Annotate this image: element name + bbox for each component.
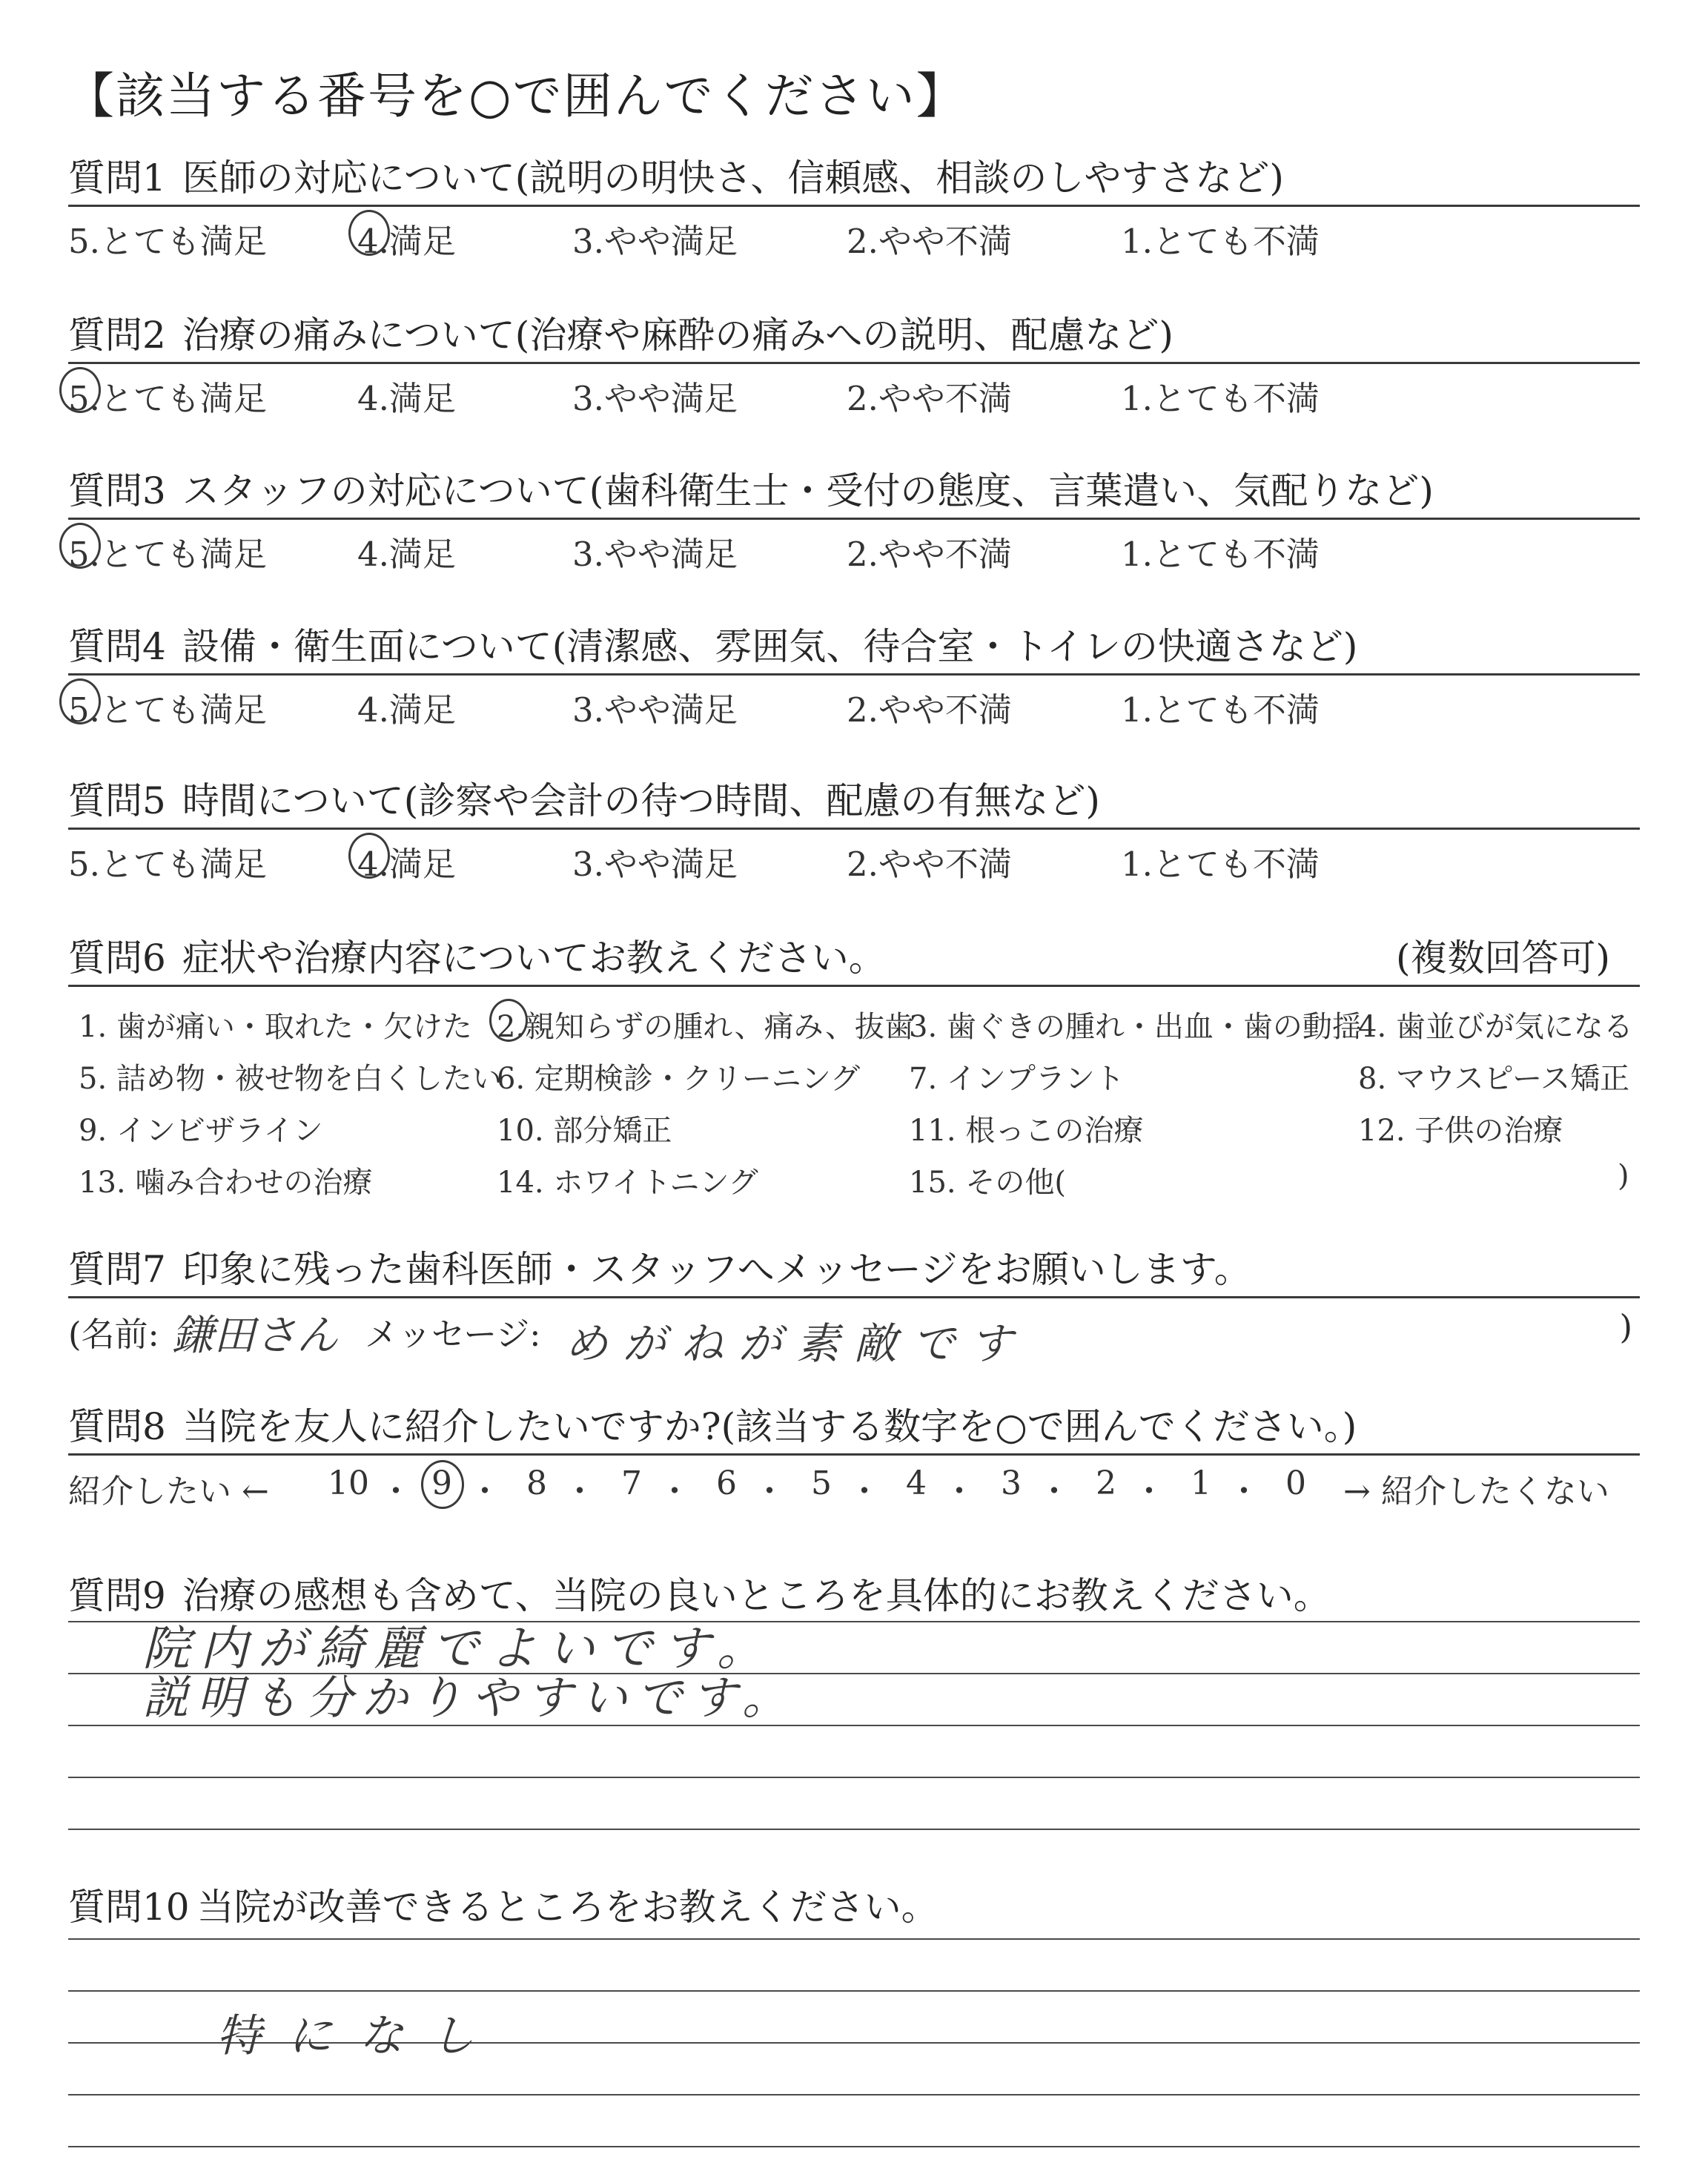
rating-options bbox=[68, 207, 1640, 259]
multi-answer-note: (複数回答可) bbox=[1395, 937, 1610, 980]
symptom-option-15[interactable]: 15. その他( bbox=[909, 1166, 1066, 1200]
symptom-option-14[interactable]: 14. ホワイトニング bbox=[497, 1166, 758, 1200]
symptom-option-4[interactable]: 4. 歯並びが気になる bbox=[1358, 1010, 1633, 1044]
symptom-option-13[interactable]: 13. 噛み合わせの治療 bbox=[79, 1166, 373, 1200]
rating-option-2[interactable]: 2.やや不満 bbox=[847, 222, 1012, 261]
symptom-option-2[interactable]: 2.親知らずの腫れ、痛み、抜歯 bbox=[497, 1010, 914, 1044]
scale-value-1[interactable]: 1 bbox=[1191, 1464, 1211, 1502]
symptom-option-1[interactable]: 1. 歯が痛い・取れた・欠けた bbox=[79, 1010, 472, 1044]
question-title bbox=[68, 1883, 1640, 1931]
scale-separator: ・ bbox=[1038, 1473, 1070, 1510]
question-number: 質問1 bbox=[68, 156, 166, 199]
question-9 bbox=[68, 1572, 1640, 1886]
rating-option-2[interactable]: 2.やや不満 bbox=[847, 845, 1012, 884]
symptom-option-12[interactable]: 12. 子供の治療 bbox=[1358, 1114, 1563, 1148]
question-number: 質問6 bbox=[68, 937, 166, 980]
scale-value-8[interactable]: 8 bbox=[526, 1464, 547, 1502]
rating-options bbox=[68, 364, 1640, 416]
scale-value-10[interactable]: 10 bbox=[328, 1464, 369, 1502]
rating-option-2[interactable]: 2.やや不満 bbox=[847, 535, 1012, 574]
rating-option-4[interactable]: 4.満足 bbox=[357, 690, 456, 730]
question-4 bbox=[68, 623, 1640, 730]
rating-option-1[interactable]: 1.とても不満 bbox=[1121, 222, 1320, 261]
scale-separator: ・ bbox=[1133, 1473, 1165, 1510]
message-row bbox=[68, 1298, 1640, 1369]
question-number: 質問9 bbox=[68, 1574, 166, 1617]
symptom-option-8[interactable]: 8. マウスピース矯正 bbox=[1358, 1062, 1630, 1096]
question-6 bbox=[68, 934, 1640, 1202]
answer-handwritten-2: 説明も分かりやすいです。 bbox=[142, 1671, 798, 1725]
question-number: 質問4 bbox=[68, 625, 166, 668]
question-title bbox=[68, 623, 1640, 670]
rating-options bbox=[68, 676, 1640, 730]
question-title bbox=[68, 934, 1640, 982]
answer-handwritten-1: 院内が綺麗でよいです。 bbox=[142, 1622, 775, 1677]
question-7 bbox=[68, 1246, 1640, 1369]
rating-option-5[interactable]: 5.とても満足 bbox=[68, 690, 267, 730]
close-paren: ) bbox=[1619, 1307, 1632, 1347]
answer-lines bbox=[68, 1931, 1640, 2153]
scale-value-5[interactable]: 5 bbox=[811, 1464, 832, 1502]
rating-option-4[interactable]: 4.満足 bbox=[357, 535, 456, 574]
rating-option-3[interactable]: 3.やや満足 bbox=[572, 690, 738, 730]
writing-line bbox=[68, 1990, 1640, 1992]
writing-line bbox=[68, 1938, 1640, 1940]
rating-option-2[interactable]: 2.やや不満 bbox=[847, 379, 1012, 418]
question-text: 印象に残った歯科医師・スタッフへメッセージをお願いします。 bbox=[182, 1248, 1251, 1291]
scale-separator: ・ bbox=[469, 1473, 501, 1510]
rating-option-1[interactable]: 1.とても不満 bbox=[1121, 535, 1320, 574]
question-number: 質問8 bbox=[68, 1405, 166, 1448]
question-title bbox=[68, 1246, 1640, 1293]
answer-lines bbox=[68, 1619, 1640, 1886]
question-title bbox=[68, 777, 1640, 825]
rating-options bbox=[68, 520, 1640, 572]
question-text: 医師の対応について(説明の明快さ、信頼感、相談のしやすさなど) bbox=[182, 156, 1284, 199]
scale-left-label: 紹介したい ← bbox=[68, 1473, 269, 1510]
rating-option-3[interactable]: 3.やや満足 bbox=[572, 845, 738, 884]
rating-option-3[interactable]: 3.やや満足 bbox=[572, 222, 738, 261]
question-2 bbox=[68, 311, 1640, 416]
scale-value-2[interactable]: 2 bbox=[1096, 1464, 1116, 1502]
symptom-option-11[interactable]: 11. 根っこの治療 bbox=[909, 1114, 1144, 1148]
symptom-option-3[interactable]: 3. 歯ぐきの腫れ・出血・歯の動揺 bbox=[909, 1010, 1362, 1044]
question-10 bbox=[68, 1883, 1640, 2153]
rating-option-3[interactable]: 3.やや満足 bbox=[572, 535, 738, 574]
message-handwritten: めがねが素敵です bbox=[565, 1318, 1028, 1369]
rating-option-4[interactable]: 4.満足 bbox=[357, 222, 456, 261]
rating-option-5[interactable]: 5.とても満足 bbox=[68, 222, 267, 261]
referral-scale bbox=[68, 1456, 1640, 1510]
scale-separator: ・ bbox=[753, 1473, 786, 1510]
symptom-option-10[interactable]: 10. 部分矯正 bbox=[497, 1114, 672, 1148]
rating-option-3[interactable]: 3.やや満足 bbox=[572, 379, 738, 418]
scale-value-9[interactable]: 9 bbox=[431, 1464, 452, 1502]
scale-value-4[interactable]: 4 bbox=[906, 1464, 927, 1502]
scale-separator: ・ bbox=[380, 1473, 412, 1510]
symptom-option-9[interactable]: 9. インビザライン bbox=[79, 1114, 323, 1148]
symptom-options bbox=[68, 987, 1640, 1202]
writing-line bbox=[68, 1777, 1640, 1778]
scale-separator: ・ bbox=[1228, 1473, 1260, 1510]
scale-separator: ・ bbox=[943, 1473, 976, 1510]
rating-option-2[interactable]: 2.やや不満 bbox=[847, 690, 1012, 730]
name-label: (名前: bbox=[68, 1315, 159, 1354]
question-1 bbox=[68, 154, 1640, 259]
rating-option-1[interactable]: 1.とても不満 bbox=[1121, 690, 1320, 730]
question-number: 質問7 bbox=[68, 1248, 166, 1291]
message-label: メッセージ: bbox=[365, 1315, 541, 1354]
question-number: 質問2 bbox=[68, 314, 166, 357]
scale-value-6[interactable]: 6 bbox=[716, 1464, 737, 1502]
scale-value-0[interactable]: 0 bbox=[1285, 1464, 1306, 1502]
scale-separator: ・ bbox=[658, 1473, 691, 1510]
answer-handwritten-1: 特になし bbox=[216, 2010, 501, 2062]
question-text: 治療の痛みについて(治療や麻酔の痛みへの説明、配慮など) bbox=[182, 314, 1174, 357]
writing-line bbox=[68, 2094, 1640, 2095]
scale-value-7[interactable]: 7 bbox=[621, 1464, 642, 1502]
rating-option-1[interactable]: 1.とても不満 bbox=[1121, 379, 1320, 418]
symptom-option-5[interactable]: 5. 詰め物・被せ物を白くしたい bbox=[79, 1062, 502, 1096]
scale-separator: ・ bbox=[848, 1473, 881, 1510]
rating-option-5[interactable]: 5.とても満足 bbox=[68, 379, 267, 418]
form-heading: 【該当する番号を○で囲んでください】 bbox=[65, 67, 967, 125]
question-3 bbox=[68, 467, 1640, 572]
symptom-option-6[interactable]: 6. 定期検診・クリーニング bbox=[497, 1062, 861, 1096]
question-number: 質問5 bbox=[68, 779, 166, 822]
question-5 bbox=[68, 777, 1640, 882]
question-title bbox=[68, 311, 1640, 359]
question-text: 治療の感想も含めて、当院の良いところを具体的にお教えください。 bbox=[182, 1574, 1331, 1617]
question-text: 当院が改善できるところをお教えください。 bbox=[196, 1886, 939, 1929]
rating-options bbox=[68, 830, 1640, 882]
question-title bbox=[68, 154, 1640, 202]
symptom-option-7[interactable]: 7. インプラント bbox=[909, 1062, 1125, 1096]
other-close-paren[interactable]: ) bbox=[1618, 1159, 1629, 1193]
rating-option-4[interactable]: 4.満足 bbox=[357, 845, 456, 884]
rating-option-4[interactable]: 4.満足 bbox=[357, 379, 456, 418]
question-text: 症状や治療内容についてお教えください。 bbox=[182, 937, 886, 980]
question-text: 当院を友人に紹介したいですか?(該当する数字を○で囲んでください。) bbox=[182, 1405, 1357, 1448]
question-text: 時間について(診察や会計の待つ時間、配慮の有無など) bbox=[182, 779, 1100, 822]
question-text: 設備・衛生面について(清潔感、雰囲気、待合室・トイレの快適さなど) bbox=[182, 625, 1358, 668]
rating-option-1[interactable]: 1.とても不満 bbox=[1121, 845, 1320, 884]
question-title bbox=[68, 1403, 1640, 1450]
scale-right-label: → 紹介したくない bbox=[1343, 1473, 1609, 1510]
question-number: 質問10 bbox=[68, 1886, 190, 1929]
rating-option-5[interactable]: 5.とても満足 bbox=[68, 535, 267, 574]
writing-line bbox=[68, 1829, 1640, 1830]
question-title bbox=[68, 467, 1640, 515]
writing-line bbox=[68, 2146, 1640, 2147]
question-8 bbox=[68, 1403, 1640, 1510]
scale-separator: ・ bbox=[563, 1473, 596, 1510]
question-text: スタッフの対応について(歯科衛生士・受付の態度、言葉遣い、気配りなど) bbox=[182, 469, 1434, 512]
rating-option-5[interactable]: 5.とても満足 bbox=[68, 845, 267, 884]
question-number: 質問3 bbox=[68, 469, 166, 512]
scale-value-3[interactable]: 3 bbox=[1001, 1464, 1022, 1502]
name-handwritten: 鎌田さん bbox=[172, 1312, 338, 1360]
